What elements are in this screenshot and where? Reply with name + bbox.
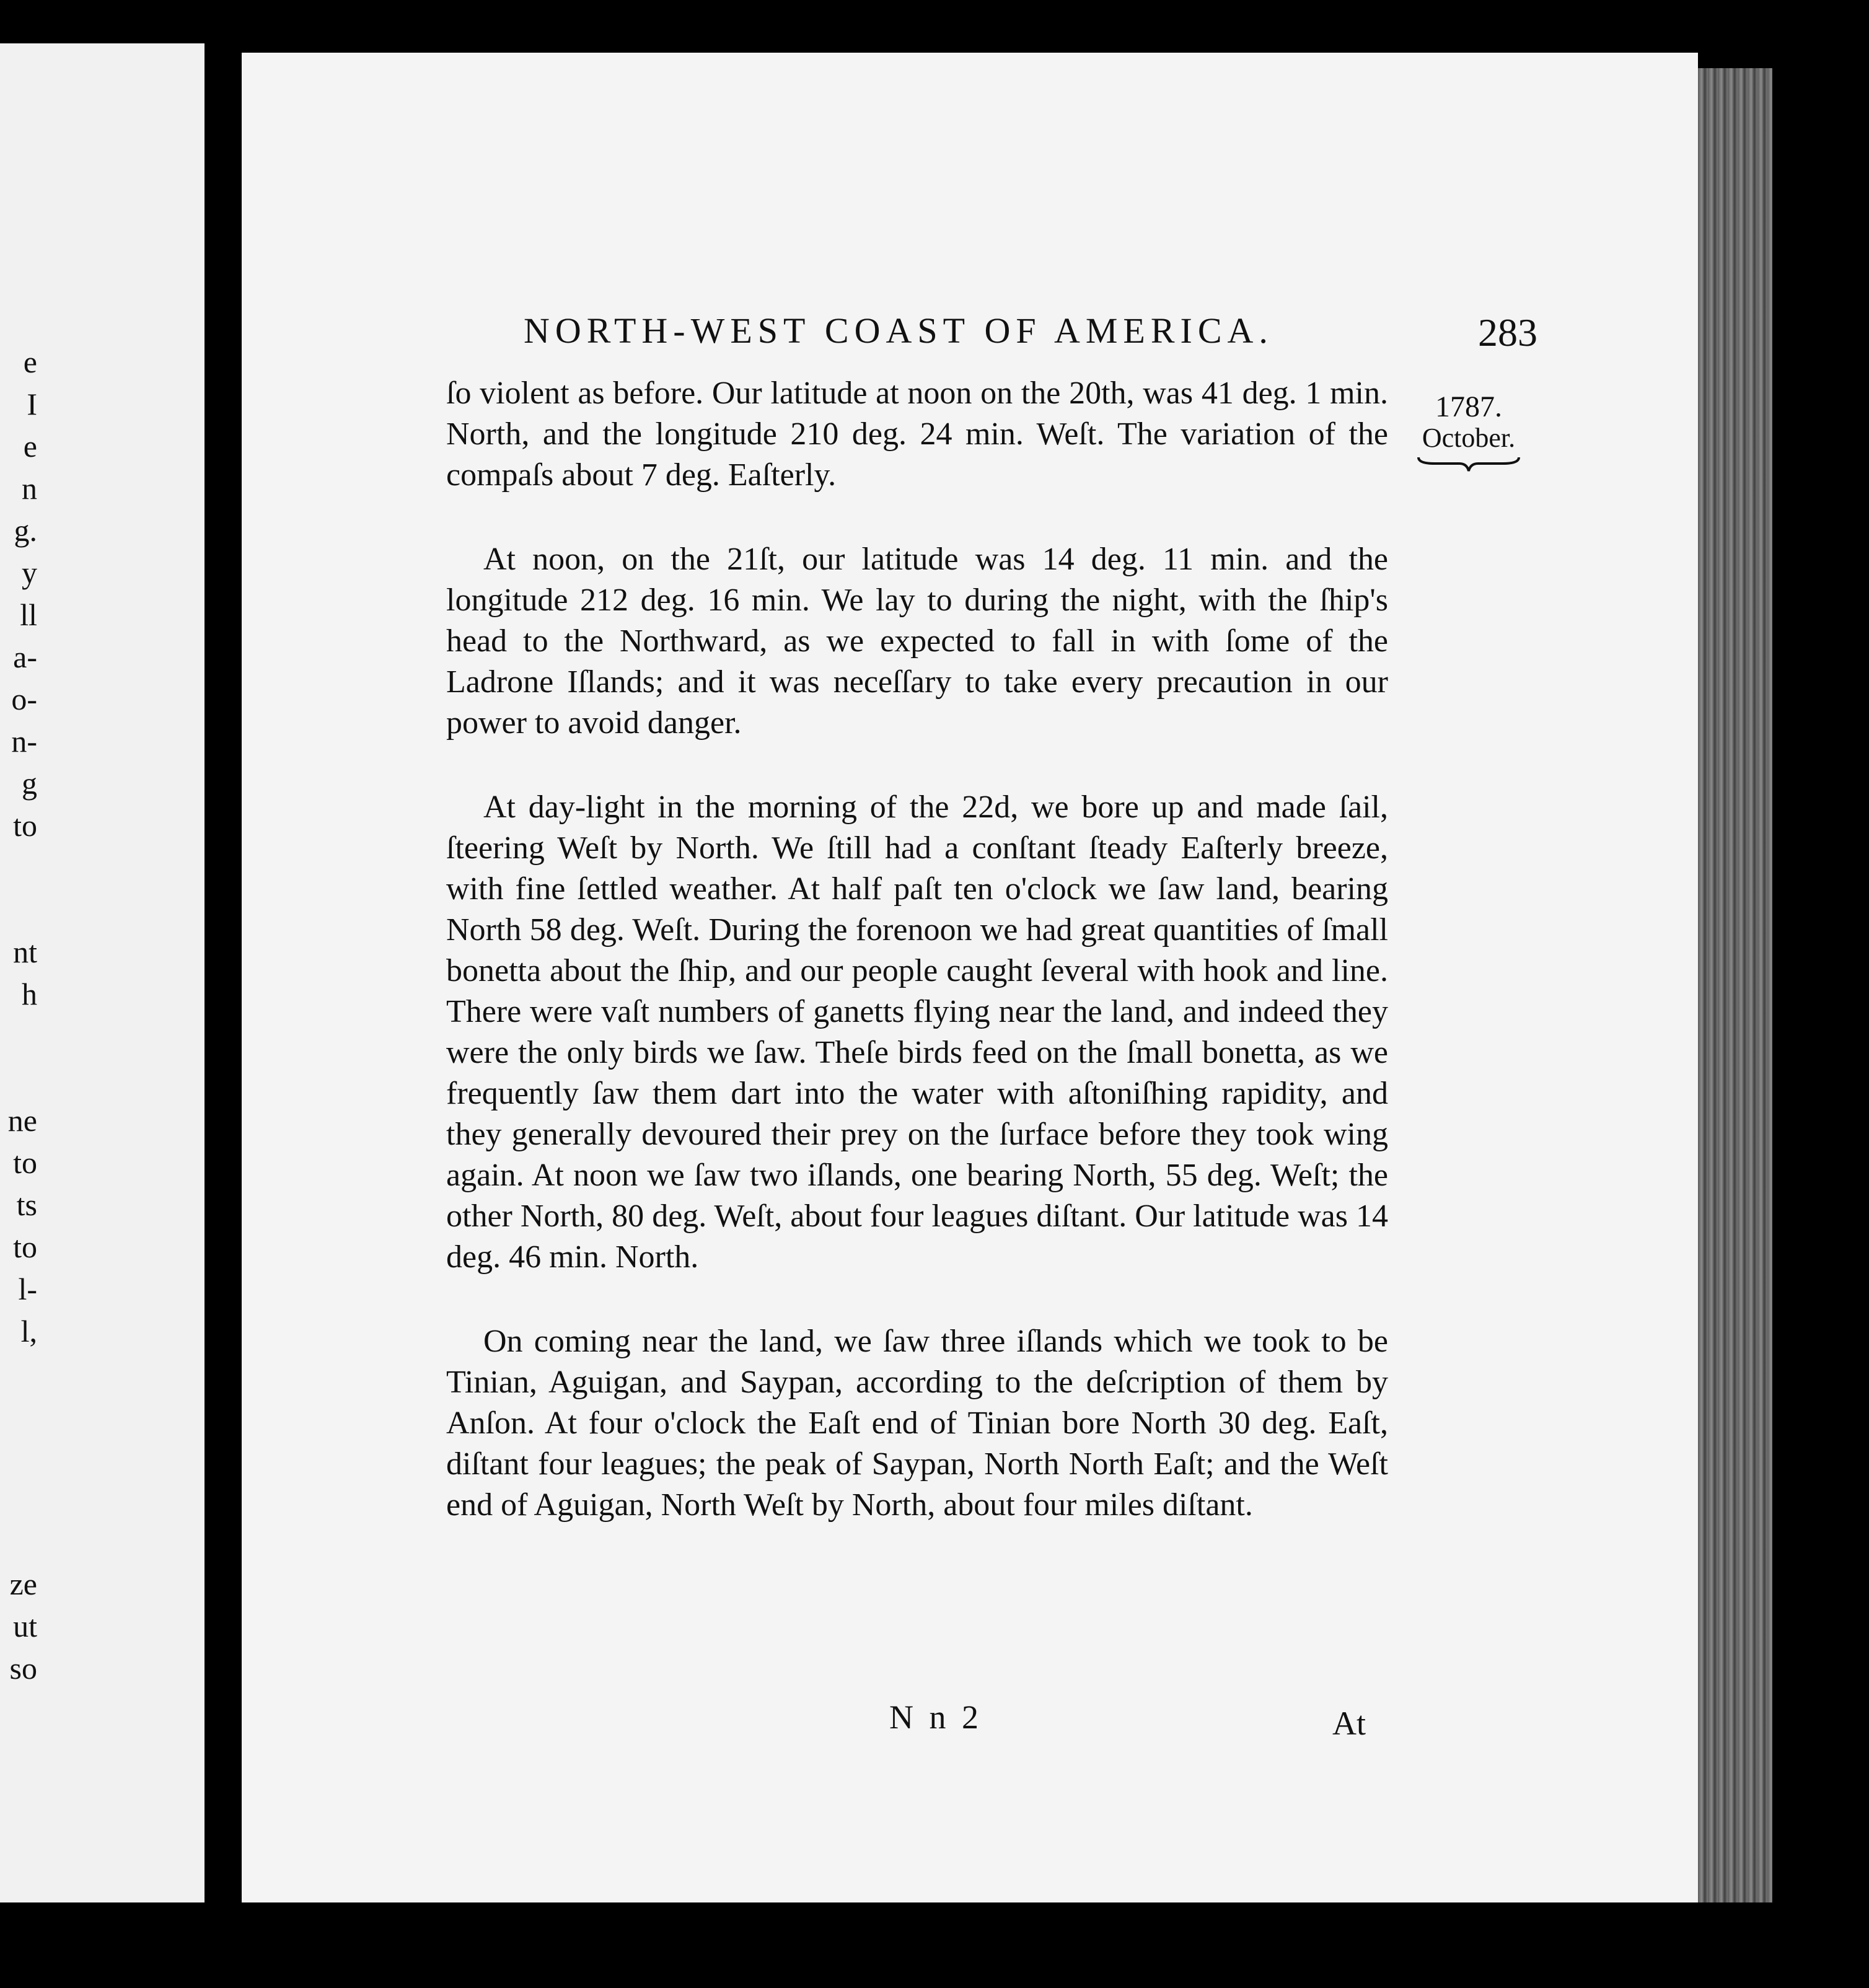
margin-year: 1787. <box>1435 390 1502 423</box>
left-fragment <box>0 1057 37 1099</box>
margin-month: October. <box>1422 423 1516 453</box>
paragraph: On coming near the land, we ſaw three iſlands which we took to be Tinian, Aguigan, and Saypan, according to the deſcription of them by Anſon. At four o'clock the Eaſt end of Tinian bore North 30 deg. Eaſt, diſtant four leagues; the peak of Saypan, North North Eaſt; and the Weſt end of Aguigan, North Weſt by North, about four miles diſtant. <box>446 1324 1388 1523</box>
left-fragment <box>0 1436 37 1479</box>
background-edge <box>1772 68 1869 1927</box>
left-fragment: l- <box>18 1272 37 1306</box>
left-fragment: g <box>22 766 37 801</box>
left-fragment: e <box>23 345 37 379</box>
left-page-line-fragments <box>0 341 37 1689</box>
left-fragment: to <box>13 808 37 843</box>
left-fragment: so <box>9 1651 37 1686</box>
left-fragment: ts <box>16 1187 37 1222</box>
left-fragment: h <box>22 977 37 1011</box>
paragraph: At day-light in the morning of the 22d, we bore up and made ſail, ſteering Weſt by North. We ſtill had a conſtant ſteady Eaſterly breeze, with fine ſettled weather. At half paſt ten o'clock we ſaw land, bearing North 58 deg. Weſt. During the forenoon we had great quantities of ſmall bonetta about the ſhip, and our people caught ſeveral with hook and line. There were vaſt numbers of ganetts flying near the land, and indeed they were the only birds we ſaw. Theſe birds feed on the ſmall bonetta, as we frequently ſaw them dart into the water with aſtoniſhing rapidity, and they generally devoured their prey on the ſurface before they took wing again. At noon we ſaw two iſlands, one bearing North, 55 deg. Weſt; the other North, 80 deg. Weſt, about four leagues diſtant. Our latitude was 14 deg. 46 min. North. <box>446 789 1388 1275</box>
margin-date-note <box>1407 390 1531 472</box>
left-fragment <box>0 889 37 931</box>
left-fragment: l, <box>20 1314 37 1348</box>
left-fragment <box>0 1521 37 1563</box>
left-fragment: e <box>23 429 37 464</box>
left-fragment: ut <box>13 1609 37 1643</box>
paragraph: ſo violent as before. Our latitude at noon on the 20th, was 41 deg. 1 min. North, and the longitude 210 deg. 24 min. Weſt. The variation of the compaſs about 7 deg. Eaſterly. <box>446 376 1388 493</box>
page-number: 283 <box>1478 310 1537 354</box>
left-fragment: I <box>27 387 37 421</box>
left-fragment <box>0 1015 37 1057</box>
left-fragment: n- <box>11 724 37 759</box>
book-gutter <box>204 37 242 1921</box>
left-fragment <box>0 1394 37 1436</box>
left-fragment: ne <box>7 1103 37 1138</box>
left-fragment: to <box>13 1229 37 1264</box>
left-fragment <box>0 1352 37 1394</box>
left-fragment: ze <box>9 1567 37 1601</box>
left-fragment <box>0 1479 37 1521</box>
left-fragment: ll <box>20 597 37 632</box>
page-block-edge <box>1698 68 1772 1902</box>
left-fragment: g. <box>14 513 37 548</box>
left-fragment: o- <box>11 682 37 716</box>
paragraph: At noon, on the 21ſt, our latitude was 14 deg. 11 min. and the longitude 212 deg. 16 min. We lay to during the night, with the ſhip's head to the Northward, as we expected to fall in with ſome of the Ladrone Iſlands; and it was neceſſary to take every precaution in our power to avoid danger. <box>446 542 1388 741</box>
left-fragment: to <box>13 1145 37 1180</box>
running-header: NORTH-WEST COAST OF AMERICA. <box>524 310 1273 351</box>
signature-mark: N n 2 <box>889 1699 982 1736</box>
brace-icon <box>1416 455 1521 472</box>
main-text <box>446 373 1388 1526</box>
left-fragment <box>0 847 37 889</box>
left-fragment: y <box>22 555 37 590</box>
left-fragment: n <box>22 471 37 506</box>
left-fragment: a- <box>13 640 37 674</box>
left-page <box>0 43 204 1902</box>
left-fragment: nt <box>13 935 37 969</box>
catchword: At <box>1332 1705 1366 1742</box>
